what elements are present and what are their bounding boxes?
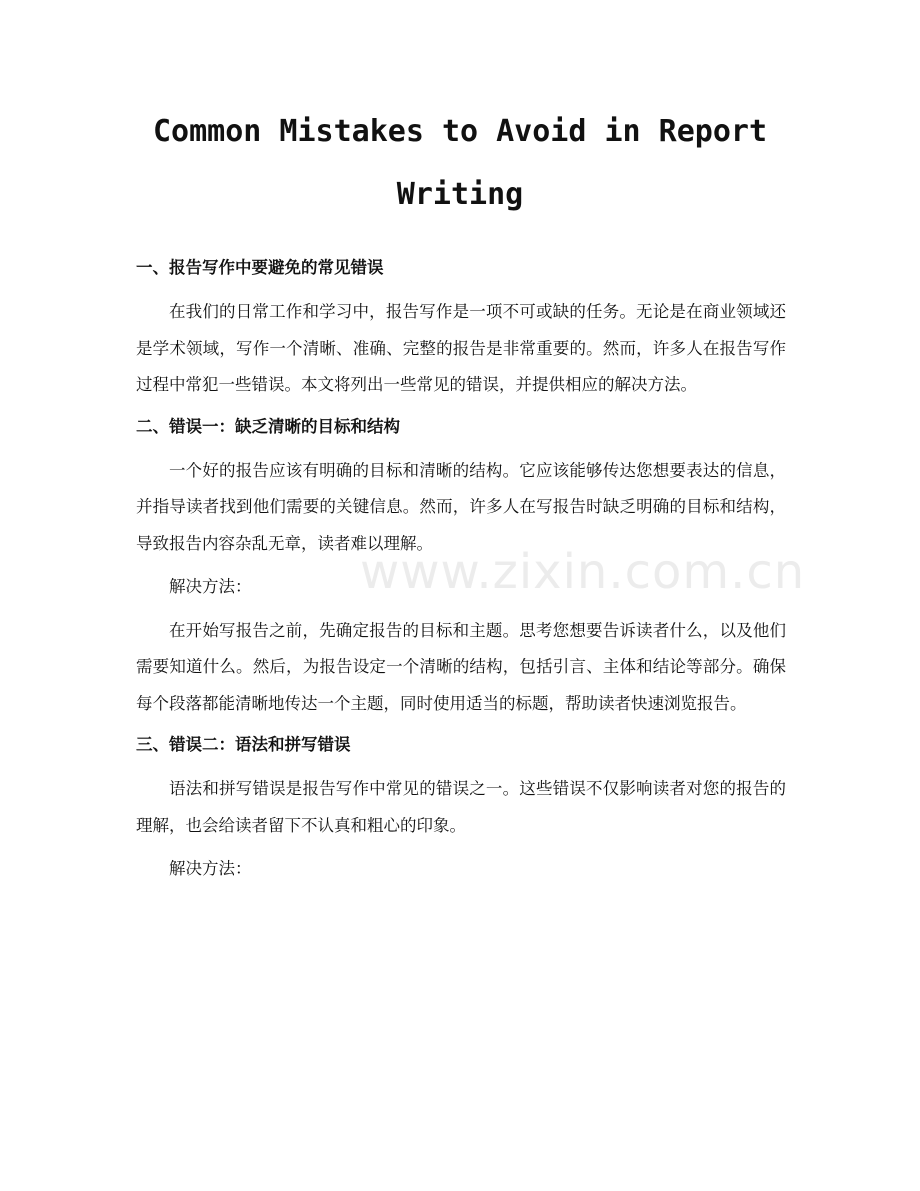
paragraph-solution-1: 在开始写报告之前，先确定报告的目标和主题。思考您想要告诉读者什么，以及他们需要知道什么。然后，为报告设定一个清晰的结构，包括引言、主体和结论等部分。确保每个段落都能清晰地传达一个主题，同时使用适当的标题，帮助读者快速浏览报告。 bbox=[136, 620, 786, 713]
section-heading-1: 一、报告写作中要避免的常见错误 bbox=[136, 258, 384, 277]
solution-label-2: 解决方法： bbox=[169, 859, 252, 878]
paragraph-mistake-1: 一个好的报告应该有明确的目标和清晰的结构。它应该能够传达您想要表达的信息，并指导读者找到他们需要的关键信息。然而，许多人在写报告时缺乏明确的目标和结构，导致报告内容杂乱无章，读者难以理解。 bbox=[136, 460, 786, 553]
paragraph-intro: 在我们的日常工作和学习中，报告写作是一项不可或缺的任务。无论是在商业领域还是学术领域，写作一个清晰、准确、完整的报告是非常重要的。然而，许多人在报告写作过程中常犯一些错误。本文将列出一些常见的错误，并提供相应的解决方法。 bbox=[136, 302, 786, 394]
paragraph-mistake-2: 语法和拼写错误是报告写作中常见的错误之一。这些错误不仅影响读者对您的报告的理解，也会给读者留下不认真和粗心的印象。 bbox=[136, 779, 786, 835]
section-heading-2: 二、错误一：缺乏清晰的目标和结构 bbox=[136, 416, 400, 436]
watermark: www.zixin.com.cn bbox=[360, 544, 806, 600]
section-heading-3: 三、错误二：语法和拼写错误 bbox=[136, 735, 351, 754]
solution-label-1: 解决方法： bbox=[169, 577, 252, 596]
page-title: Common Mistakes to Avoid in Report Writing bbox=[152, 114, 768, 212]
document-body bbox=[136, 250, 786, 888]
